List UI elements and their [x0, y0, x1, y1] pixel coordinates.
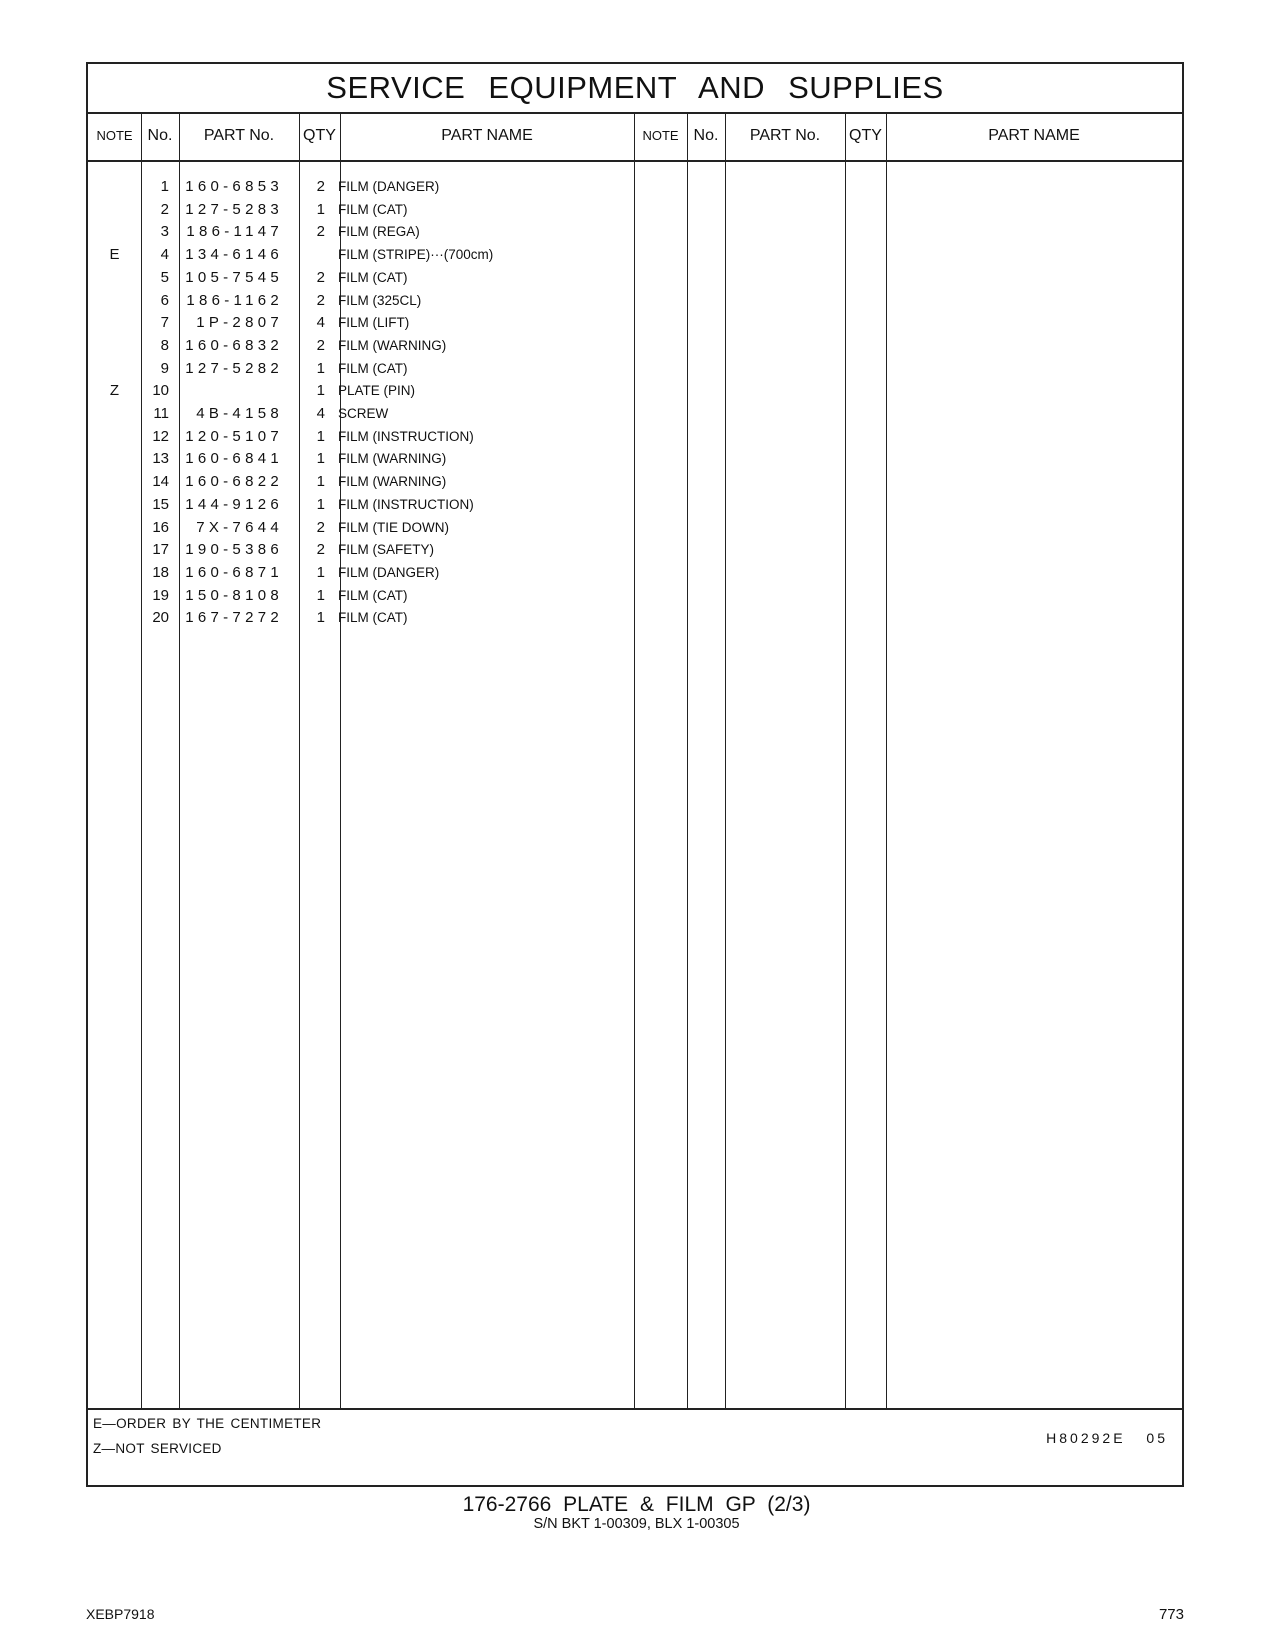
quantity-cell: 1 — [316, 495, 325, 513]
note-cell: E — [109, 246, 120, 264]
part-name-cell: FILM (DANGER) — [338, 179, 440, 194]
part-name-cell: SCREW — [338, 406, 389, 421]
item-number-cell: 7 — [160, 314, 169, 332]
quantity-cell: 2 — [316, 518, 325, 536]
part-name-cell: FILM (TIE DOWN) — [338, 519, 449, 535]
table-row — [88, 607, 634, 629]
part-number-cell: 150-8108 — [185, 586, 283, 604]
item-number-cell: 11 — [153, 405, 169, 422]
serial-caption: S/N BKT 1-00309, BLX 1-00305 — [533, 1516, 740, 1532]
quantity-cell: 1 — [316, 359, 325, 377]
header-qty-left: QTY — [303, 127, 336, 144]
table-body-left — [88, 162, 1182, 1408]
table-row — [88, 358, 634, 380]
part-number-cell: 160-6853 — [185, 178, 283, 195]
table-row — [88, 312, 634, 334]
table-row — [88, 380, 634, 402]
header-part-name-left: PART NAME — [441, 127, 533, 144]
item-number-cell: 19 — [152, 586, 169, 604]
page-number: 773 — [1158, 1606, 1184, 1623]
table-row — [88, 562, 634, 584]
quantity-cell: 1 — [316, 586, 325, 604]
part-number-cell: 4B-4158 — [196, 405, 283, 422]
part-number-cell: 105-7545 — [185, 268, 283, 286]
table-row — [88, 290, 634, 312]
item-number-cell: 9 — [160, 359, 169, 377]
quantity-cell: 1 — [316, 473, 325, 491]
part-number-cell: 160-6841 — [185, 450, 283, 468]
part-number-cell: 160-6822 — [185, 473, 283, 491]
item-number-cell: 15 — [152, 495, 169, 513]
header-no-right: No. — [693, 127, 719, 144]
table-row — [88, 448, 634, 470]
table-row — [88, 176, 634, 198]
part-name-cell: FILM (CAT) — [338, 360, 408, 376]
part-number-cell: 160-6871 — [185, 563, 283, 581]
item-number-cell: 3 — [160, 223, 169, 241]
parts-table-frame — [86, 62, 1184, 1487]
part-number-cell: 144-9126 — [185, 495, 283, 513]
part-name-cell: PLATE (PIN) — [338, 383, 416, 399]
item-number-cell: 1 — [160, 178, 169, 195]
item-number-cell: 8 — [160, 336, 169, 354]
legend-divider — [88, 1408, 1182, 1410]
table-row — [88, 494, 634, 516]
item-number-cell: 6 — [160, 291, 169, 309]
header-note-right: NOTE — [642, 128, 679, 143]
part-number-cell: 127-5283 — [185, 200, 283, 218]
item-number-cell: 17 — [152, 541, 169, 559]
part-number-cell: 167-7272 — [185, 609, 283, 627]
item-number-cell: 18 — [152, 563, 169, 581]
quantity-cell: 1 — [316, 427, 325, 445]
legend-e: E—ORDER BY THE CENTIMETER — [93, 1416, 322, 1431]
page-title: SERVICE EQUIPMENT AND SUPPLIES — [88, 64, 1182, 114]
part-name-cell: FILM (INSTRUCTION) — [338, 428, 474, 444]
header-no-left: No. — [147, 127, 173, 144]
part-number-cell: 1P-2807 — [196, 314, 283, 332]
quantity-cell: 2 — [316, 268, 325, 286]
item-number-cell: 20 — [152, 609, 169, 627]
item-number-cell: 13 — [152, 450, 169, 468]
quantity-cell: 2 — [316, 336, 325, 354]
part-number-cell: 127-5282 — [185, 359, 283, 377]
group-caption: 176-2766 PLATE & FILM GP (2/3) — [462, 1493, 811, 1516]
item-number-cell: 16 — [152, 518, 169, 536]
quantity-cell: 2 — [316, 541, 325, 559]
item-number-cell: 14 — [152, 473, 169, 491]
header-qty-right: QTY — [849, 127, 882, 144]
item-number-cell: 5 — [160, 268, 169, 286]
item-number-cell: 4 — [160, 246, 169, 264]
table-row — [88, 335, 634, 357]
part-number-cell: 7X-7644 — [196, 518, 283, 536]
table-header — [88, 112, 1182, 162]
header-part-name-right: PART NAME — [988, 127, 1080, 144]
quantity-cell: 4 — [316, 405, 325, 422]
quantity-cell: 2 — [316, 291, 325, 309]
drawing-code: H80292E 05 — [1046, 1430, 1168, 1446]
quantity-cell: 4 — [316, 314, 325, 332]
part-number-cell: 160-6832 — [185, 336, 283, 354]
table-row — [88, 585, 634, 607]
legend-z: Z—NOT SERVICED — [93, 1441, 222, 1456]
header-part-no-left: PART No. — [203, 127, 275, 144]
header-note-left: NOTE — [96, 128, 133, 143]
quantity-cell: 1 — [316, 609, 325, 627]
part-number-cell: 186-1147 — [186, 223, 283, 241]
table-row — [88, 403, 634, 425]
quantity-cell: 1 — [316, 450, 325, 468]
quantity-cell: 1 — [316, 563, 325, 581]
part-name-cell: FILM (WARNING) — [338, 337, 447, 353]
table-row — [88, 221, 634, 243]
table-row — [88, 426, 634, 448]
part-name-cell: FILM (REGA) — [338, 224, 420, 240]
table-row — [88, 539, 634, 561]
part-number-cell: 190-5386 — [185, 541, 283, 559]
part-name-cell: FILM (CAT) — [338, 201, 408, 217]
part-number-cell: 120-5107 — [185, 427, 283, 445]
table-row — [88, 267, 634, 289]
part-name-cell: FILM (WARNING) — [338, 474, 447, 490]
part-number-cell: 134-6146 — [185, 246, 283, 264]
part-name-cell: FILM (325CL) — [338, 292, 422, 308]
table-row — [88, 244, 634, 266]
part-name-cell: FILM (CAT) — [338, 587, 408, 603]
part-name-cell: FILM (DANGER) — [338, 564, 440, 580]
item-number-cell: 2 — [160, 200, 169, 218]
part-name-cell: FILM (WARNING) — [338, 451, 447, 467]
part-name-cell: FILM (LIFT) — [338, 315, 410, 331]
part-number-cell: 186-1162 — [186, 291, 283, 309]
table-row — [88, 199, 634, 221]
header-part-no-right: PART No. — [749, 127, 821, 144]
quantity-cell: 1 — [316, 382, 325, 400]
quantity-cell: 2 — [316, 223, 325, 241]
item-number-cell: 10 — [152, 382, 169, 400]
document-code: XEBP7918 — [86, 1606, 155, 1622]
item-number-cell: 12 — [152, 427, 169, 445]
quantity-cell: 2 — [316, 178, 325, 195]
part-name-cell: FILM (CAT) — [338, 610, 408, 626]
part-name-cell: FILM (STRIPE)···(700cm) — [338, 247, 494, 263]
note-cell: Z — [109, 382, 120, 400]
quantity-cell: 1 — [316, 200, 325, 218]
table-row — [88, 517, 634, 539]
part-name-cell: FILM (INSTRUCTION) — [338, 496, 474, 512]
part-name-cell: FILM (CAT) — [338, 269, 408, 285]
table-row — [88, 471, 634, 493]
part-name-cell: FILM (SAFETY) — [338, 542, 435, 558]
